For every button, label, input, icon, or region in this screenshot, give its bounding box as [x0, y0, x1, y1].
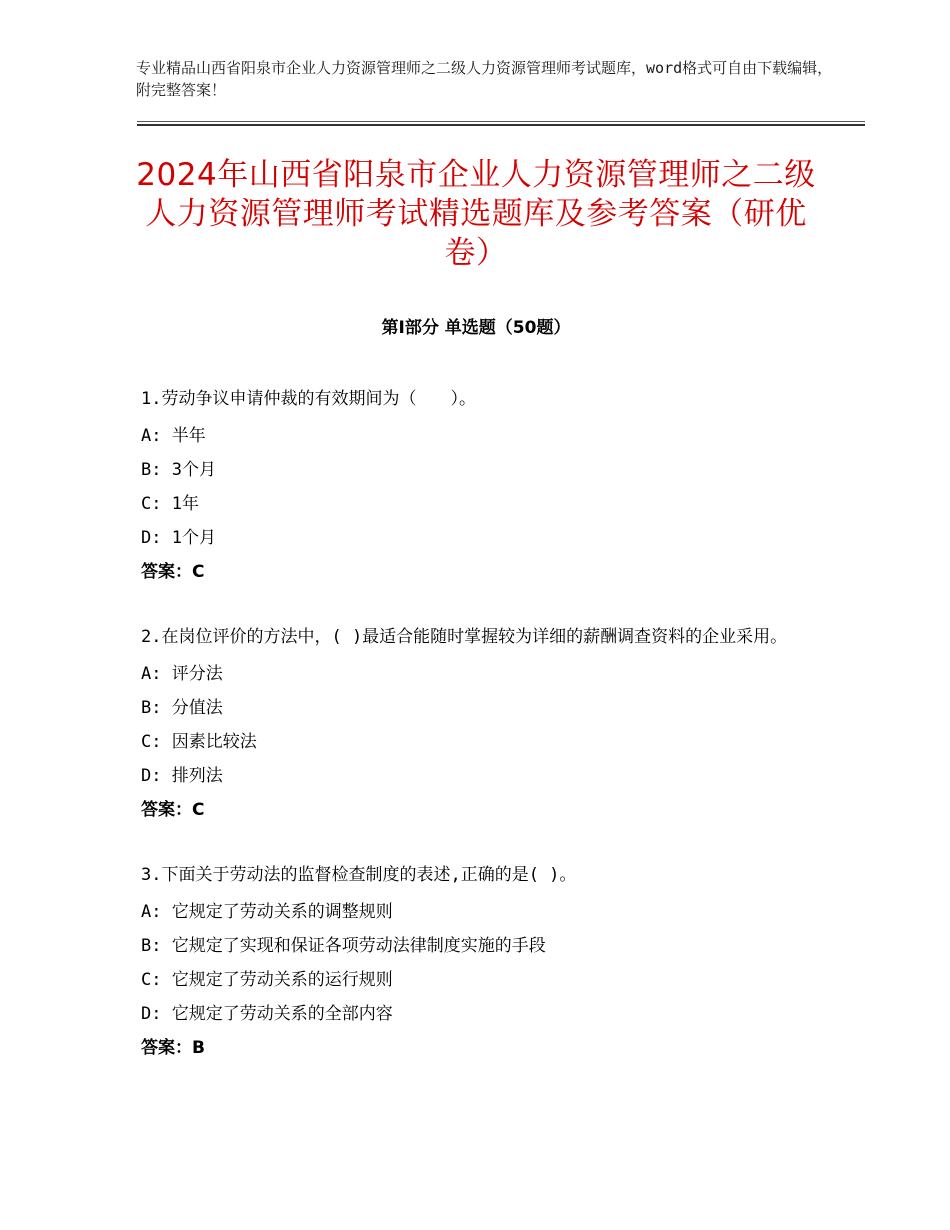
header-divider-thin — [137, 121, 865, 122]
option-d: D: 它规定了劳动关系的全部内容 — [141, 1004, 393, 1024]
header-divider-thick — [137, 124, 865, 126]
question-stem: 1.劳动争议申请仲裁的有效期间为（ ）。 — [141, 389, 476, 409]
document-title: 2024年山西省阳泉市企业人力资源管理师之二级人力资源管理师考试精选题库及参考答案（研优卷） — [136, 157, 816, 271]
section-heading: 第Ⅰ部分 单选题（50题） — [381, 318, 571, 338]
document-header-note: 专业精品山西省阳泉市企业人力资源管理师之二级人力资源管理师考试题库，word格式可自由下载编辑，附完整答案！ — [136, 59, 833, 99]
option-c: C: 1年 — [141, 494, 199, 514]
option-c: C: 它规定了劳动关系的运行规则 — [141, 970, 393, 990]
question-item — [141, 384, 821, 589]
answer-label: 答案：B — [141, 1038, 205, 1058]
option-d: D: 排列法 — [141, 766, 223, 786]
question-item — [141, 622, 821, 827]
question-list — [141, 384, 821, 1098]
option-b: B: 它规定了实现和保证各项劳动法律制度实施的手段 — [141, 936, 546, 956]
answer-label: 答案：C — [141, 800, 205, 820]
option-b: B: 3个月 — [141, 460, 216, 480]
option-a: A: 半年 — [141, 426, 206, 446]
option-a: A: 它规定了劳动关系的调整规则 — [141, 902, 393, 922]
option-c: C: 因素比较法 — [141, 732, 257, 752]
question-stem: 2.在岗位评价的方法中，( )最适合能随时掌握较为详细的薪酬调查资料的企业采用。 — [141, 627, 788, 647]
answer-label: 答案：C — [141, 562, 205, 582]
question-stem: 3.下面关于劳动法的监督检查制度的表述,正确的是( )。 — [141, 865, 577, 885]
option-b: B: 分值法 — [141, 698, 223, 718]
question-item — [141, 860, 821, 1065]
option-a: A: 评分法 — [141, 664, 223, 684]
option-d: D: 1个月 — [141, 528, 216, 548]
